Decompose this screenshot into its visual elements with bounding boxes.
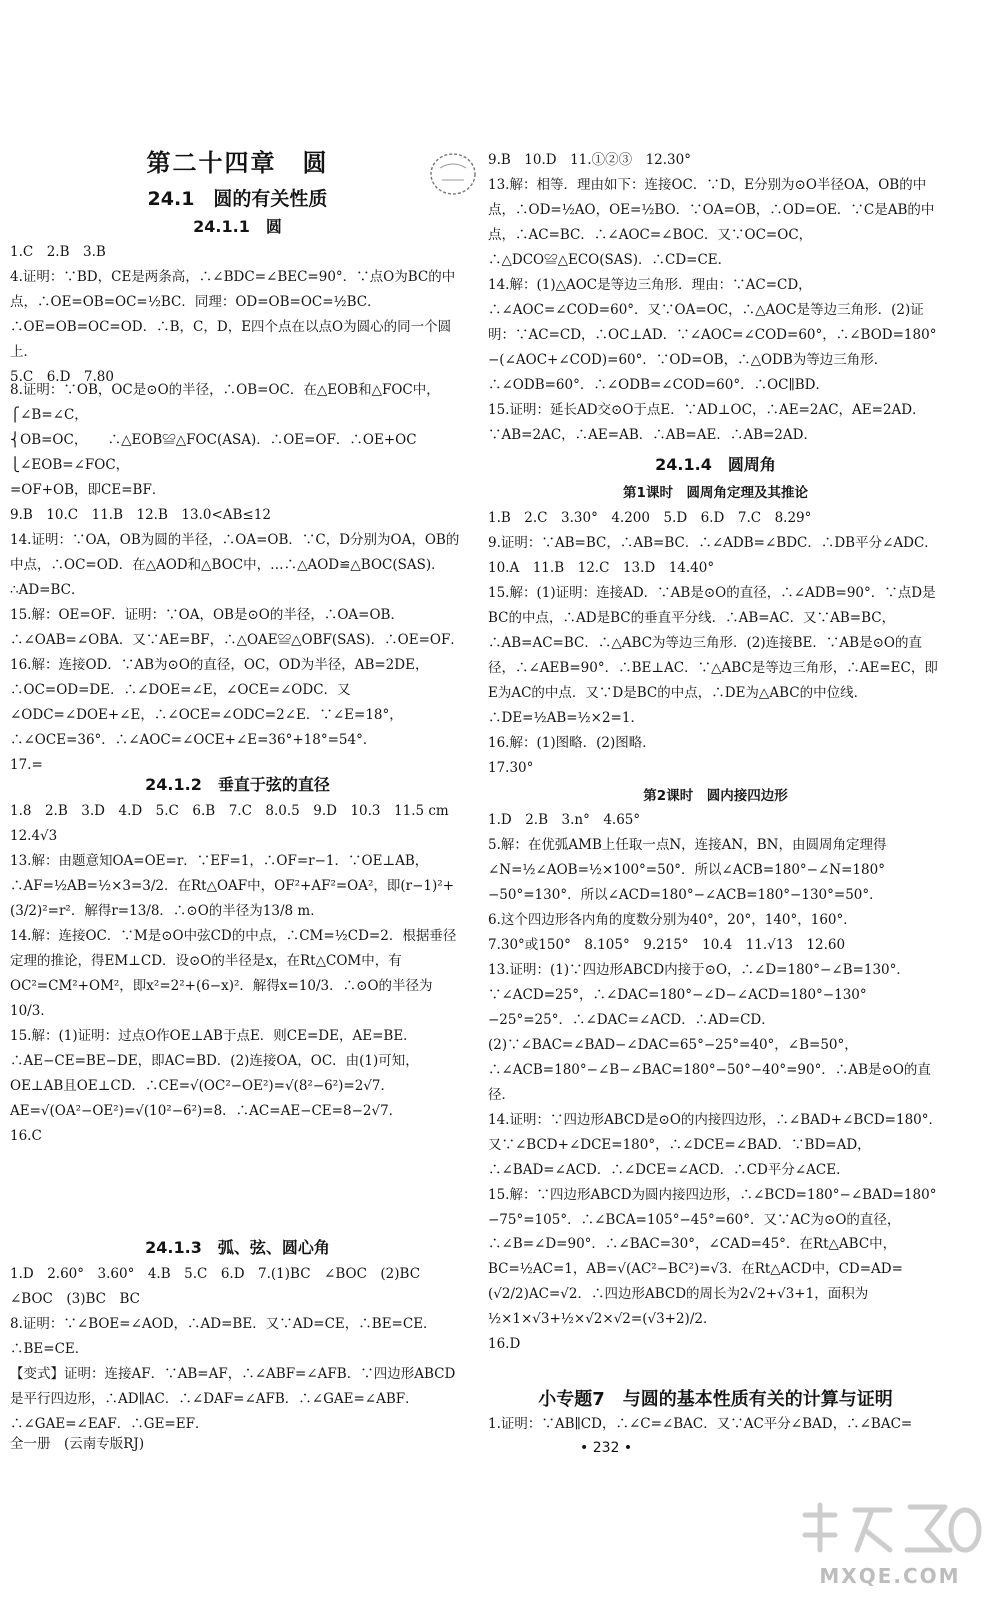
watermark-text: MXQE.COM [819,1564,961,1588]
answer-block: 1.8 2.B 3.D 4.D 5.C 6.B 7.C 8.0.5 9.D 10.3 11.5 cm 12.4√3 13.解：由题意知OA=OE=r．∵EF=1，∴OF=r−1．∵OE⊥AB，∴AF=½AB=½×3=3/2．在Rt△OAF中，OF²+AF²=OA²，即(r−1)²+(3/2)²=r²．解得r=13/8．∴⊙O的半径为13/8 m． 14.解：连接OC．∵M是⊙O中弦CD的中点，∴CM=½CD=2．根据垂径定理的推论，得EM⊥CD．设⊙O的半径是x，在Rt△COM中，有OC²=CM²+OM²，即x²=2²+(6−x)²．解得x=10/3．∴⊙O的半径为 10/3． 15.解：(1)证明：过点O作OE⊥AB于点E．则CE=DE，AE=BE．∴AE−CE=BE−DE，即AC=BD．(2)连接OA，OC．由(1)可知，OE⊥AB且OE⊥CD．∴CE=√(OC²−OE²)=√(8²−6²)=2√7．AE=√(OA²−OE²)=√(10²−6²)=8．∴AC=AE−CE=8−2√7． 16.C [10,803,457,1144]
subsection-heading: 24.1.3 弧、弦、圆心角 [145,1238,330,1257]
answer-block: 1.C 2.B 3.B 4.证明：∵BD，CE是两条高，∴∠BDC=∠BEC=90°．∵点O为BC的中点，∴OE=OB=OC=½BC．同理：OD=OB=OC=½BC．∴OE=OB=OC=OD．∴B，C，D，E四个点在以点O为圆心的同一个圆上． 5.C 6.D 7.80 [10,244,456,385]
answer-block: 1.D 2.60° 3.60° 4.B 5.C 6.D 7.(1)BC ∠BOC (2)BC ∠BOC (3)BC BC 8.证明：∵∠BOE=∠AOD，∴AD=BE．又∵AD=CE，∴BE=CE．∴BE=CE． 【变式】证明：连接AF．∵AB=AF，∴∠ABF=∠AFB．∵四边形ABCD是平行四边形，∴AD∥AC．∴∠DAF=∠AFB．∴∠GAE=∠ABF．∴∠GAE=∠EAF．∴GE=EF． [10,1266,456,1432]
seal-icon [428,150,478,198]
page-number: • 232 • [580,1440,633,1456]
answer-block: 9.B 10.D 11.①②③ 12.30° 13.解：相等．理由如下：连接OC．∵D，E分别为⊙O半径OA，OB的中点，∴OD=½AO，OE=½BO．∵OA=OB，∴OD=OE．∵C是AB的中点，∴AC=BC．∴∠AOC=∠BOC．又∵OC=OC，∴△DCO≌△ECO(SAS)．∴CD=CE． 14.解：(1)△AOC是等边三角形．理由：∵AC=CD，∴∠AOC=∠COD=60°．又∵OA=OC，∴△AOC是等边三角形．(2)证明：∵AC=CD，∴OC⊥AD．∵∠AOC=∠COD=60°，∴∠BOD=180°−(∠AOC+∠COD)=60°．∵OD=OB，∴△ODB为等边三角形．∴∠ODB=60°．∴∠ODB=∠COD=60°．∴OC∥BD． 15.证明：延长AD交⊙O于点E．∵AD⊥OC，∴AE=2AC，AE=2AD．∵AB=2AC，∴AE=AB．∴AB=AE．∴AB=2AD． [488,152,937,443]
chapter-title: 第二十四章 圆 [146,149,329,177]
watermark-logo-icon [795,1495,985,1590]
lesson-heading: 第2课时 圆内接四边形 [643,788,788,804]
answer-block: 1.D 2.B 3.n° 4.65° 5.解：在优弧AMB上任取一点N，连接AN，BN，由圆周角定理得∠N=½∠AOB=½×100°=50°．所以∠ACB=180°−∠N=180°−50°=130°．所以∠ACD=180°−∠ACB=180°−130°=50°． 6.这个四边形各内角的度数分别为40°，20°，140°，160°． 7.30°或150° 8.105° 9.215° 10.4 11.√13 12.60 13.证明：(1)∵四边形ABCD内接于⊙O，∴∠D=180°−∠B=130°．∵∠ACD=25°，∴∠DAC=180°−∠D−∠ACD=180°−130°−25°=25°．∴∠DAC=∠ACD．∴AD=CD．(2)∵∠BAC=∠BAD−∠DAC=65°−25°=40°，∠B=50°，∴∠ACB=180°−∠B−∠BAC=180°−50°−40°=90°．∴AB是⊙O的直径． 14.证明：∵四边形ABCD是⊙O的内接四边形，∴∠BAD+∠BCD=180°．又∵∠BCD+∠DCE=180°，∴∠DCE=∠BAD．∵BD=AD，∴∠BAD=∠ACD．∴∠DCE=∠ACD．∴CD平分∠ACE． 15.解：∵四边形ABCD为圆内接四边形，∴∠BCD=180°−∠BAD=180°−75°=105°．∴∠BCA=105°−45°=60°．又∵AC为⊙O的直径，∴∠B=∠D=90°．∴∠BAC=30°，∠CAD=45°．在Rt△ABC中，BC=½AC=1，AB=√(AC²−BC²)=√3．在Rt△ACD中，CD=AD= (√2/2)AC=√2．∴四边形ABCD的周长为2√2+√3+1，面积为½×1×√3+½×√2×√2=(√3+2)/2． 16.D [488,812,943,1353]
subsection-heading: 24.1.2 垂直于弦的直径 [145,775,330,794]
subsection-heading: 24.1.4 圆周角 [655,455,776,474]
section-heading: 24.1 圆的有关性质 [147,188,328,210]
answer-block: 1.B 2.C 3.30° 4.200 5.D 6.D 7.C 8.29° 9.证明：∵AB=BC，∴AB=BC．∴∠ADB=∠BDC．∴DB平分∠ADC． 10.A 11.B 12.C 13.D 14.40° 15.解：(1)证明：连接AD．∵AB是⊙O的直径，∴∠ADB=90°．∵点D是BC的中点，∴AD是BC的垂直平分线．∴AB=AC．又∵AB=BC，∴AB=AC=BC．∴△ABC为等边三角形．(2)连接BE．∵AB是⊙O的直径，∴∠AEB=90°．∴BE⊥AC．∵△ABC是等边三角形，∴AE=EC，即E为AC的中点．又∵D是BC的中点，∴DE为△ABC的中位线．∴DE=½AB=½×2=1． 16.解：(1)图略．(2)图略． 17.30° [488,510,938,776]
lesson-heading: 第1课时 圆周角定理及其推论 [623,485,808,501]
special-topic-heading: 小专题7 与圆的基本性质有关的计算与证明 [538,1389,893,1410]
answer-block: 1.证明：∵AB∥CD，∴∠C=∠BAC．又∵AC平分∠BAD，∴∠BAC= [488,1416,913,1432]
book-edition-label: 全一册 (云南专版RJ) [10,1436,145,1452]
answer-block: 8.证明：∵OB，OC是⊙O的半径，∴OB=OC．在△EOB和△FOC中， ⎧∠B=∠C， ⎨OB=OC， ∴△EOB≌△FOC(ASA)．∴OE=OF．∴OE+OC ⎩∠EOB=∠FOC， =OF+OB，即CE=BF． 9.B 10.C 11.B 12.B 13.0<AB≤12 14.证明：∵OA，OB为圆的半径，∴OA=OB．∵C，D分别为OA，OB的中点，∴OC=OD．在△AOD和△BOC中，…∴△AOD≌△BOC(SAS)．∴AD=BC． 15.解：OE=OF．证明：∵OA，OB是⊙O的半径，∴OA=OB．∴∠OAB=∠OBA．又∵AE=BF，∴△OAE≌△OBF(SAS)．∴OE=OF． 16.解：连接OD．∵AB为⊙O的直径，OC，OD为半径，AB=2DE，∴OC=OD=DE．∴∠DOE=∠E，∠OCE=∠ODC．又∠ODC=∠DOE+∠E，∴∠OCE=∠ODC=2∠E．∵∠E=18°，∴∠OCE=36°．∴∠AOC=∠OCE+∠E=36°+18°=54°． 17.= [10,382,464,773]
subsection-heading: 24.1.1 圆 [193,217,282,236]
